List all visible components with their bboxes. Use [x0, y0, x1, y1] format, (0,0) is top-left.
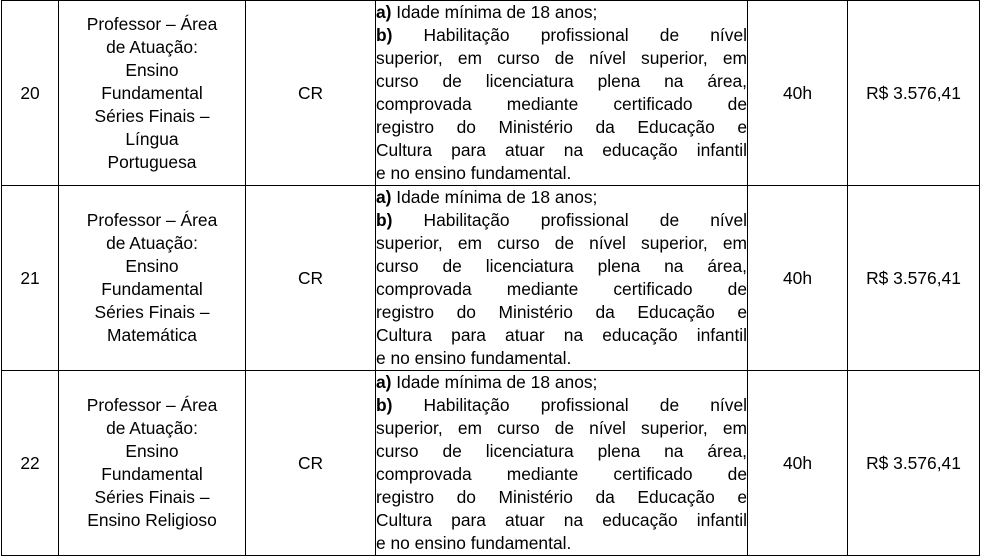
requisito-b-text: e no ensino fundamental. [376, 533, 572, 553]
requisito-b-line [376, 532, 747, 555]
row-number: 21 [2, 186, 59, 371]
requisito-b-text: curso de licenciatura plena na área, [376, 71, 747, 91]
cargo-line: de Atuação: [106, 233, 198, 253]
cargo-line: Ensino Religioso [87, 510, 217, 530]
requisito-b-text: superior, em curso de nível superior, em [376, 48, 747, 68]
requisito-b-line [376, 47, 747, 70]
requisito-b-text: registro do Ministério da Educação e [376, 302, 747, 322]
requisito-b-text: comprovada mediante certificado de [376, 94, 747, 114]
cargo-line: Fundamental [101, 279, 203, 299]
requisito-b-line [376, 209, 747, 232]
requisito-b-label: b) [376, 210, 393, 230]
table-body [2, 1, 980, 556]
table-row [2, 1, 980, 186]
cargo-line: Fundamental [101, 464, 203, 484]
requisito-b-text: Habilitação profissional de nível [392, 210, 747, 230]
requisito-b-line [376, 394, 747, 417]
requisito-b-line [376, 70, 747, 93]
requisito-a [376, 1, 747, 24]
requisitos-cell [376, 371, 748, 556]
requisito-b-line [376, 324, 747, 347]
carga-horaria-cell: 40h [748, 186, 848, 371]
requisito-b-line [376, 139, 747, 162]
requisito-b-text: Cultura para atuar na educação infantil [376, 140, 747, 160]
requisito-b-text: registro do Ministério da Educação e [376, 487, 747, 507]
requisito-b-line [376, 278, 747, 301]
requisito-b-line [376, 162, 747, 185]
carga-horaria-cell: 40h [748, 1, 848, 186]
requisito-a-label: a) [376, 2, 392, 22]
cargo-line: Séries Finais – [94, 487, 210, 507]
requisito-b-line [376, 463, 747, 486]
vagas-cell: CR [246, 371, 376, 556]
requisito-a-label: a) [376, 187, 392, 207]
requisito-b-label: b) [376, 395, 393, 415]
cargo-line: Língua [125, 128, 179, 149]
vencimento-cell: R$ 3.576,41 [848, 371, 980, 556]
requisito-b-line [376, 440, 747, 463]
requisito-b-text: registro do Ministério da Educação e [376, 117, 747, 137]
requisito-b-line [376, 417, 747, 440]
cargo-cell [59, 371, 246, 556]
vencimento-cell: R$ 3.576,41 [848, 1, 980, 186]
cargo-line: Séries Finais – [94, 302, 210, 322]
requisito-a-text: Idade mínima de 18 anos; [391, 187, 598, 207]
requisito-a-text: Idade mínima de 18 anos; [391, 2, 598, 22]
requisito-b-text: e no ensino fundamental. [376, 348, 572, 368]
requisito-b-line [376, 116, 747, 139]
table-row [2, 186, 980, 371]
cargo-line: de Atuação: [106, 418, 198, 438]
cargo-line: Professor – Área [86, 395, 218, 415]
requisito-b-text: curso de licenciatura plena na área, [376, 441, 747, 461]
cargo-line: Professor – Área [86, 210, 218, 230]
cargo-line: Professor – Área [86, 13, 218, 34]
cargo-cell [59, 186, 246, 371]
requisito-b-line [376, 232, 747, 255]
requisitos-cell [376, 1, 748, 186]
cargo-line: Fundamental [101, 82, 203, 103]
cargo-line: Portuguesa [107, 151, 197, 172]
row-number: 20 [2, 1, 59, 186]
requisito-b-text: e no ensino fundamental. [376, 163, 572, 183]
cargo-line: Ensino [125, 256, 179, 276]
requisitos-cell [376, 186, 748, 371]
row-number: 22 [2, 371, 59, 556]
requisito-a [376, 186, 747, 209]
cargo-line: de Atuação: [106, 36, 198, 57]
cargo-line: Ensino [125, 59, 179, 80]
requisito-b-text: Habilitação profissional de nível [392, 25, 747, 45]
requisito-b-text: superior, em curso de nível superior, em [376, 418, 747, 438]
cargo-cell [59, 1, 246, 186]
vagas-cell: CR [246, 186, 376, 371]
requisito-b-text: Cultura para atuar na educação infantil [376, 510, 747, 530]
cargo-line: Ensino [125, 441, 179, 461]
table-row [2, 371, 980, 556]
requisito-b-line [376, 486, 747, 509]
requisito-b-line [376, 255, 747, 278]
requisito-b-label: b) [376, 25, 393, 45]
cargo-line: Matemática [107, 325, 197, 345]
vencimento-cell: R$ 3.576,41 [848, 186, 980, 371]
requisito-b-text: superior, em curso de nível superior, em [376, 233, 747, 253]
requisito-a-text: Idade mínima de 18 anos; [391, 372, 598, 392]
requisito-b-line [376, 24, 747, 47]
requisito-b-line [376, 509, 747, 532]
requisito-b-text: Habilitação profissional de nível [392, 395, 747, 415]
cargo-line: Séries Finais – [94, 105, 210, 126]
requisito-b-text: Cultura para atuar na educação infantil [376, 325, 747, 345]
requisito-b-text: curso de licenciatura plena na área, [376, 256, 747, 276]
vagas-table [1, 0, 980, 556]
carga-horaria-cell: 40h [748, 371, 848, 556]
requisito-b-text: comprovada mediante certificado de [376, 279, 747, 299]
requisito-b-line [376, 301, 747, 324]
requisito-b-line [376, 347, 747, 370]
requisito-b-line [376, 93, 747, 116]
requisito-b-text: comprovada mediante certificado de [376, 464, 747, 484]
requisito-a [376, 371, 747, 394]
requisito-a-label: a) [376, 372, 392, 392]
vagas-cell: CR [246, 1, 376, 186]
